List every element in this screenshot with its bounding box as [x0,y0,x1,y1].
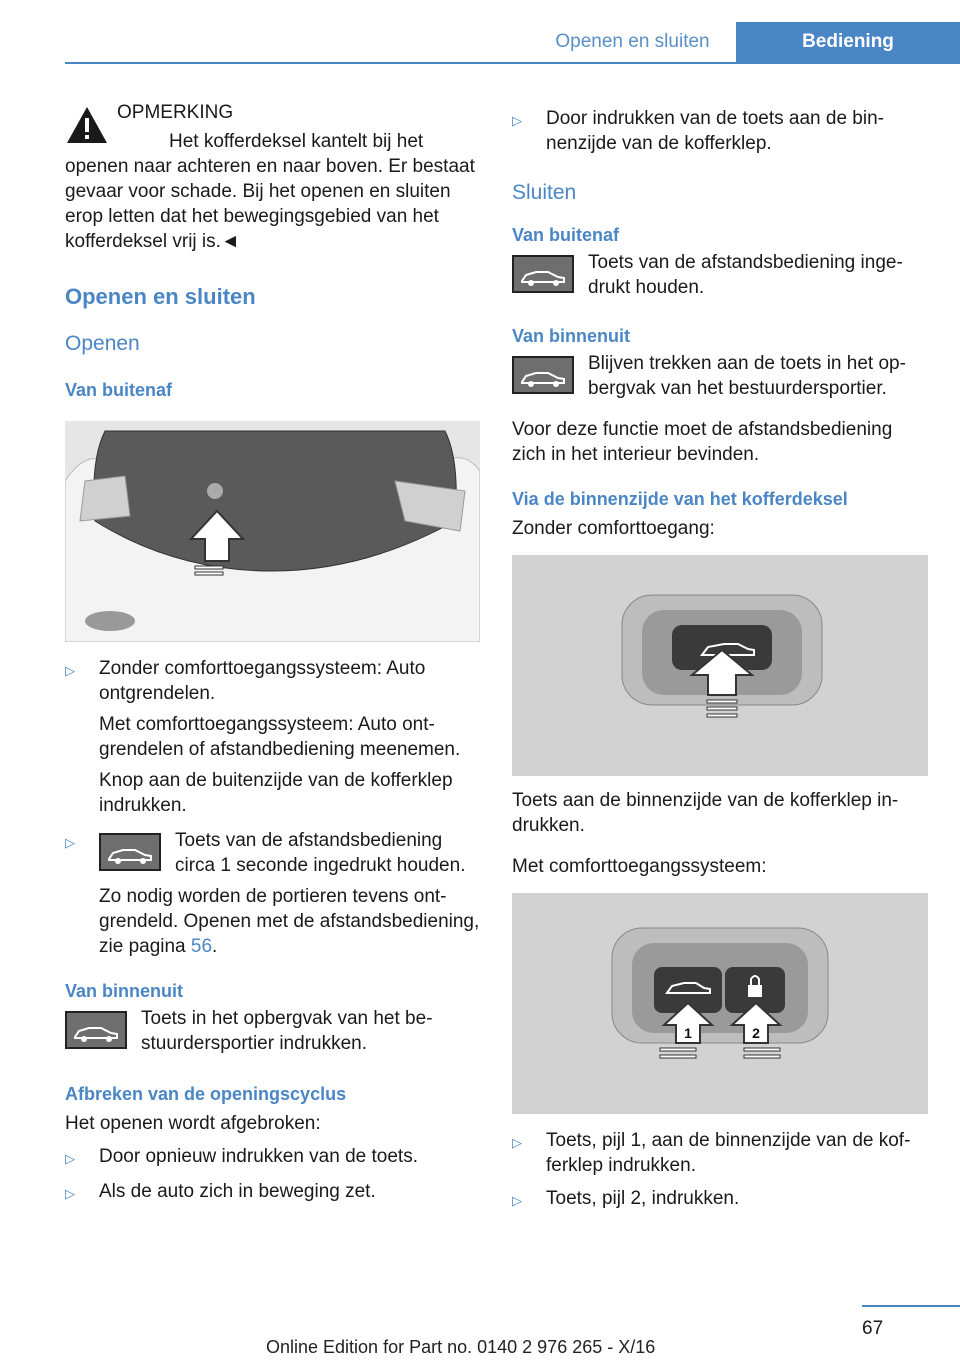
bullet-text: Door indrukken van de toets aan de binnenzijde van de kofferklep. [546,108,884,154]
car-remote-key-icon [512,255,574,293]
heading-close-inside: Van binnenuit [512,326,631,346]
page-link[interactable]: 56 [190,936,213,957]
heading-close: Sluiten [512,181,577,204]
close-inside-text: Blijven trekken aan de toets in het opbergvak van het bestuurdersportier. [588,353,906,399]
arrow-2-label: 2 [752,1025,760,1041]
comfort-buttons-illustration [512,893,928,1114]
list-item [65,656,480,818]
close-outside-text: Toets van de afstandsbediening ingedrukt houden. [588,252,903,298]
bullet-text: Zo nodig worden de portieren tevens ontgrendeld. Openen met de afstandsbediening, zie pagina 56. [99,886,480,957]
heading-via-inside-lid: Via de binnenzijde van het kofferdeksel [512,489,848,509]
comfort-buttons-image [512,893,928,1114]
with-comfort-label: Met comforttoegangssysteem: [512,856,767,877]
bullet-text: Toets, pijl 2, indrukken. [546,1188,740,1209]
bullet-triangle-icon: ▷ [512,1135,522,1150]
list-item [512,1186,928,1213]
inside-text: Toets in het opbergvak van het bestuurdersportier indrukken. [141,1008,433,1054]
heading-close-outside: Van buitenaf [512,225,620,245]
bullet-triangle-icon: ▷ [65,1151,75,1166]
warning-title: OPMERKING [117,102,234,123]
bullet-text: Toets, pijl 1, aan de binnenzijde van de kofferklep indrukken. [546,1130,911,1176]
bullet-text: Toets van de afstandsbediening circa 1 seconde ingedrukt houden. [175,830,466,876]
inside-block [65,1006,480,1056]
close-outside-block [512,250,928,300]
warning-text: Het kofferdeksel kantelt bij het openen naar achteren en naar boven. Er bestaat gevaar voor schade. Bij het openen en sluiten erop letten dat het bewegingsgebied van het kofferdeksel vrij is.◄ [65,131,475,252]
header-chapter-tab: Bediening [736,22,960,62]
header-section-title: Openen en sluiten [530,22,735,62]
warning-triangle-icon [65,105,109,145]
bullet-text: Met comforttoegangssysteem: Auto ontgrendelen of afstandbediening meenemen. [99,714,461,760]
list-item [65,1144,480,1171]
trunk-lid-image [65,421,480,642]
car-button-icon [65,1011,127,1049]
bullet-text: Knop aan de buitenzijde van de kofferklep indrukken. [99,770,453,816]
close-inside-block [512,351,928,401]
image1-caption: Toets aan de binnenzijde van de kofferklep indrukken. [512,790,899,836]
heading-open-close: Openen en sluiten [65,284,256,309]
bullet-text: Zonder comforttoegangssysteem: Auto ontgrendelen. [99,658,426,704]
lid-button-illustration [512,555,928,776]
bullet-text: Als de auto zich in beweging zet. [99,1181,376,1202]
list-item [65,828,480,959]
footer-rule [862,1305,960,1307]
heading-abort: Afbreken van de openingscyclus [65,1084,347,1104]
heading-from-inside: Van binnenuit [65,981,184,1001]
right-column [512,100,928,1213]
list-item [512,106,928,156]
left-column [65,100,480,1206]
car-rear-illustration [65,421,480,642]
list-item [512,1128,928,1178]
no-comfort-label: Zonder comforttoegang: [512,518,715,539]
car-button-icon [512,356,574,394]
bullet-text: Door opnieuw indrukken van de toets. [99,1146,418,1167]
bullet-triangle-icon: ▷ [512,1193,522,1208]
bullet-triangle-icon: ▷ [512,113,522,128]
header-rule [65,62,960,64]
page-number: 67 [862,1318,884,1339]
footer-edition: Online Edition for Part no. 0140 2 976 265 - X/16 [266,1337,656,1357]
bullet-triangle-icon: ▷ [65,663,75,678]
bullet-triangle-icon: ▷ [65,1186,75,1201]
list-item [65,1179,480,1206]
function-note: Voor deze functie moet de afstandsbediening zich in het interieur bevinden. [512,419,893,465]
car-remote-key-icon [99,833,161,871]
bullet-triangle-icon: ▷ [65,835,75,850]
heading-open: Openen [65,332,140,355]
lid-button-image [512,555,928,776]
abort-intro: Het openen wordt afgebroken: [65,1113,321,1134]
warning-block [65,100,480,254]
arrow-1-label: 1 [684,1025,692,1041]
heading-from-outside: Van buitenaf [65,380,173,400]
